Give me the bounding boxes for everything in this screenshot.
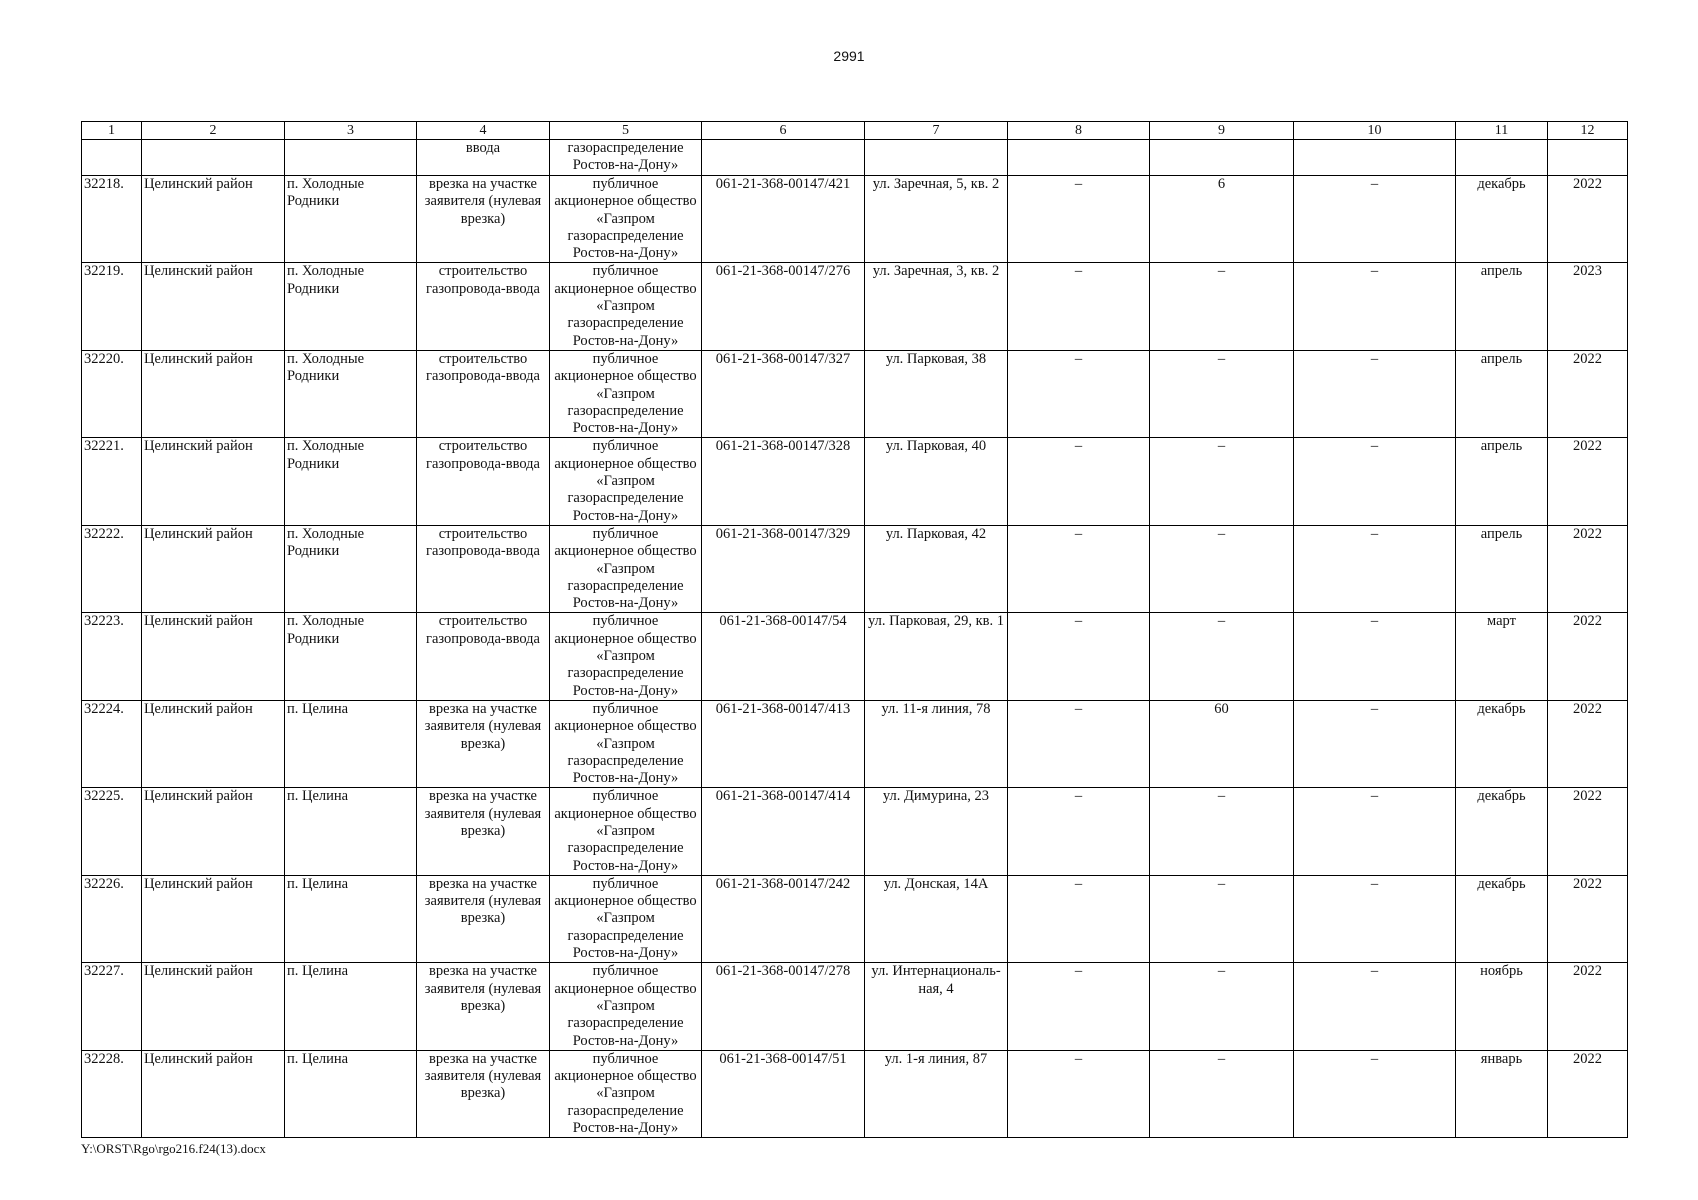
month-cell: апрель — [1456, 350, 1548, 437]
district-cell: Целинский район — [142, 613, 285, 700]
district-cell: Целинский район — [142, 1050, 285, 1137]
settlement-cell: п. Холодные Родники — [285, 263, 417, 350]
address-cell: ул. Донская, 14А — [865, 875, 1008, 962]
work-type-cell: врезка на участке заявителя (нулевая врезка) — [417, 875, 550, 962]
address-cell: ул. Заречная, 5, кв. 2 — [865, 176, 1008, 263]
month-cell: апрель — [1456, 263, 1548, 350]
organization-cell: публичное акционерное общество «Газпром газораспределение Ростов-на-Дону» — [550, 438, 702, 525]
settlement-cell: п. Холодные Родники — [285, 613, 417, 700]
table-row — [82, 788, 1628, 875]
registry-code-cell: 061-21-368-00147/51 — [702, 1050, 865, 1137]
column-8-cell: – — [1008, 263, 1150, 350]
settlement-cell: п. Целина — [285, 875, 417, 962]
table-row — [82, 263, 1628, 350]
row-number: 32221. — [82, 438, 142, 525]
year-cell: 2022 — [1548, 963, 1628, 1050]
work-type-cell: строительство газопровода-ввода — [417, 525, 550, 612]
settlement-cell: п. Холодные Родники — [285, 525, 417, 612]
column-8-cell: – — [1008, 525, 1150, 612]
work-type-cell: врезка на участке заявителя (нулевая врезка) — [417, 176, 550, 263]
column-number: 12 — [1548, 122, 1628, 140]
cell — [1008, 140, 1150, 176]
cell — [285, 140, 417, 176]
table-row — [82, 438, 1628, 525]
organization-cell: публичное акционерное общество «Газпром газораспределение Ростов-на-Дону» — [550, 700, 702, 787]
column-8-cell: – — [1008, 1050, 1150, 1137]
column-10-cell: – — [1294, 176, 1456, 263]
table-row — [82, 525, 1628, 612]
column-number: 4 — [417, 122, 550, 140]
column-8-cell: – — [1008, 700, 1150, 787]
address-cell: ул. Интернациональ-ная, 4 — [865, 963, 1008, 1050]
year-cell: 2022 — [1548, 350, 1628, 437]
column-8-cell: – — [1008, 788, 1150, 875]
registry-code-cell: 061-21-368-00147/54 — [702, 613, 865, 700]
column-number: 9 — [1150, 122, 1294, 140]
table-row — [82, 176, 1628, 263]
organization-cell: публичное акционерное общество «Газпром газораспределение Ростов-на-Дону» — [550, 788, 702, 875]
address-cell: ул. 11-я линия, 78 — [865, 700, 1008, 787]
continuation-row — [82, 140, 1628, 176]
month-cell: декабрь — [1456, 176, 1548, 263]
address-cell: ул. Димурина, 23 — [865, 788, 1008, 875]
column-9-cell: – — [1150, 263, 1294, 350]
work-type-cell: врезка на участке заявителя (нулевая врезка) — [417, 700, 550, 787]
year-cell: 2022 — [1548, 613, 1628, 700]
organization-cell: публичное акционерное общество «Газпром газораспределение Ростов-на-Дону» — [550, 875, 702, 962]
table-row — [82, 350, 1628, 437]
row-number: 32220. — [82, 350, 142, 437]
settlement-cell: п. Целина — [285, 700, 417, 787]
column-9-cell: – — [1150, 350, 1294, 437]
column-8-cell: – — [1008, 438, 1150, 525]
district-cell: Целинский район — [142, 176, 285, 263]
cell — [1456, 140, 1548, 176]
district-cell: Целинский район — [142, 700, 285, 787]
organization-cell: публичное акционерное общество «Газпром газораспределение Ростов-на-Дону» — [550, 613, 702, 700]
cell — [82, 140, 142, 176]
cell — [702, 140, 865, 176]
month-cell: декабрь — [1456, 788, 1548, 875]
organization-cell: публичное акционерное общество «Газпром газораспределение Ростов-на-Дону» — [550, 176, 702, 263]
work-type-cell: строительство газопровода-ввода — [417, 350, 550, 437]
column-10-cell: – — [1294, 700, 1456, 787]
column-10-cell: – — [1294, 788, 1456, 875]
column-8-cell: – — [1008, 963, 1150, 1050]
address-cell: ул. 1-я линия, 87 — [865, 1050, 1008, 1137]
address-cell: ул. Парковая, 40 — [865, 438, 1008, 525]
settlement-cell: п. Целина — [285, 963, 417, 1050]
organization-cell: публичное акционерное общество «Газпром газораспределение Ростов-на-Дону» — [550, 525, 702, 612]
column-number: 7 — [865, 122, 1008, 140]
registry-code-cell: 061-21-368-00147/413 — [702, 700, 865, 787]
registry-code-cell: 061-21-368-00147/328 — [702, 438, 865, 525]
month-cell: апрель — [1456, 438, 1548, 525]
row-number: 32226. — [82, 875, 142, 962]
column-10-cell: – — [1294, 875, 1456, 962]
column-number: 5 — [550, 122, 702, 140]
settlement-cell: п. Целина — [285, 788, 417, 875]
column-number: 3 — [285, 122, 417, 140]
column-9-cell: – — [1150, 788, 1294, 875]
row-number: 32228. — [82, 1050, 142, 1137]
settlement-cell: п. Холодные Родники — [285, 176, 417, 263]
table-row — [82, 875, 1628, 962]
district-cell: Целинский район — [142, 963, 285, 1050]
address-cell: ул. Парковая, 42 — [865, 525, 1008, 612]
month-cell: ноябрь — [1456, 963, 1548, 1050]
year-cell: 2023 — [1548, 263, 1628, 350]
district-cell: Целинский район — [142, 788, 285, 875]
column-number: 6 — [702, 122, 865, 140]
cell — [142, 140, 285, 176]
work-type-cell: врезка на участке заявителя (нулевая врезка) — [417, 963, 550, 1050]
registry-code-cell: 061-21-368-00147/327 — [702, 350, 865, 437]
year-cell: 2022 — [1548, 176, 1628, 263]
row-number: 32218. — [82, 176, 142, 263]
year-cell: 2022 — [1548, 788, 1628, 875]
column-9-cell: 6 — [1150, 176, 1294, 263]
registry-code-cell: 061-21-368-00147/278 — [702, 963, 865, 1050]
year-cell: 2022 — [1548, 525, 1628, 612]
page-number: 2991 — [833, 48, 865, 64]
column-number: 10 — [1294, 122, 1456, 140]
work-type-cell: врезка на участке заявителя (нулевая врезка) — [417, 788, 550, 875]
column-9-cell: 60 — [1150, 700, 1294, 787]
address-cell: ул. Парковая, 38 — [865, 350, 1008, 437]
table-row — [82, 963, 1628, 1050]
month-cell: апрель — [1456, 525, 1548, 612]
district-cell: Целинский район — [142, 350, 285, 437]
column-number: 8 — [1008, 122, 1150, 140]
column-8-cell: – — [1008, 350, 1150, 437]
cell: ввода — [417, 140, 550, 176]
row-number: 32225. — [82, 788, 142, 875]
column-9-cell: – — [1150, 875, 1294, 962]
year-cell: 2022 — [1548, 438, 1628, 525]
column-9-cell: – — [1150, 438, 1294, 525]
column-8-cell: – — [1008, 176, 1150, 263]
district-cell: Целинский район — [142, 525, 285, 612]
cell — [1294, 140, 1456, 176]
column-10-cell: – — [1294, 350, 1456, 437]
row-number: 32227. — [82, 963, 142, 1050]
row-number: 32223. — [82, 613, 142, 700]
month-cell: декабрь — [1456, 875, 1548, 962]
organization-cell: публичное акционерное общество «Газпром газораспределение Ростов-на-Дону» — [550, 350, 702, 437]
cell — [1150, 140, 1294, 176]
district-cell: Целинский район — [142, 875, 285, 962]
registry-code-cell: 061-21-368-00147/329 — [702, 525, 865, 612]
row-number: 32222. — [82, 525, 142, 612]
column-10-cell: – — [1294, 438, 1456, 525]
row-number: 32219. — [82, 263, 142, 350]
row-number: 32224. — [82, 700, 142, 787]
year-cell: 2022 — [1548, 1050, 1628, 1137]
column-number: 11 — [1456, 122, 1548, 140]
column-9-cell: – — [1150, 613, 1294, 700]
year-cell: 2022 — [1548, 700, 1628, 787]
column-8-cell: – — [1008, 613, 1150, 700]
column-10-cell: – — [1294, 263, 1456, 350]
registry-code-cell: 061-21-368-00147/421 — [702, 176, 865, 263]
address-cell: ул. Парковая, 29, кв. 1 — [865, 613, 1008, 700]
cell: газораспределение Ростов-на-Дону» — [550, 140, 702, 176]
registry-code-cell: 061-21-368-00147/242 — [702, 875, 865, 962]
column-9-cell: – — [1150, 1050, 1294, 1137]
district-cell: Целинский район — [142, 438, 285, 525]
year-cell: 2022 — [1548, 875, 1628, 962]
column-number-row — [82, 122, 1628, 140]
column-9-cell: – — [1150, 963, 1294, 1050]
file-path-footer: Y:\ORST\Rgo\rgo216.f24(13).docx — [81, 1141, 266, 1156]
settlement-cell: п. Холодные Родники — [285, 350, 417, 437]
work-type-cell: строительство газопровода-ввода — [417, 613, 550, 700]
settlement-cell: п. Целина — [285, 1050, 417, 1137]
column-8-cell: – — [1008, 875, 1150, 962]
column-number: 2 — [142, 122, 285, 140]
register-table — [81, 121, 1628, 1138]
column-number: 1 — [82, 122, 142, 140]
month-cell: январь — [1456, 1050, 1548, 1137]
table-row — [82, 1050, 1628, 1137]
organization-cell: публичное акционерное общество «Газпром газораспределение Ростов-на-Дону» — [550, 1050, 702, 1137]
column-10-cell: – — [1294, 963, 1456, 1050]
address-cell: ул. Заречная, 3, кв. 2 — [865, 263, 1008, 350]
table-row — [82, 700, 1628, 787]
registry-code-cell: 061-21-368-00147/276 — [702, 263, 865, 350]
registry-code-cell: 061-21-368-00147/414 — [702, 788, 865, 875]
column-10-cell: – — [1294, 613, 1456, 700]
column-9-cell: – — [1150, 525, 1294, 612]
month-cell: декабрь — [1456, 700, 1548, 787]
column-10-cell: – — [1294, 525, 1456, 612]
organization-cell: публичное акционерное общество «Газпром газораспределение Ростов-на-Дону» — [550, 963, 702, 1050]
district-cell: Целинский район — [142, 263, 285, 350]
cell — [865, 140, 1008, 176]
month-cell: март — [1456, 613, 1548, 700]
settlement-cell: п. Холодные Родники — [285, 438, 417, 525]
work-type-cell: врезка на участке заявителя (нулевая врезка) — [417, 1050, 550, 1137]
organization-cell: публичное акционерное общество «Газпром газораспределение Ростов-на-Дону» — [550, 263, 702, 350]
work-type-cell: строительство газопровода-ввода — [417, 263, 550, 350]
work-type-cell: строительство газопровода-ввода — [417, 438, 550, 525]
table-row — [82, 613, 1628, 700]
column-10-cell: – — [1294, 1050, 1456, 1137]
table-body — [82, 122, 1628, 1138]
cell — [1548, 140, 1628, 176]
